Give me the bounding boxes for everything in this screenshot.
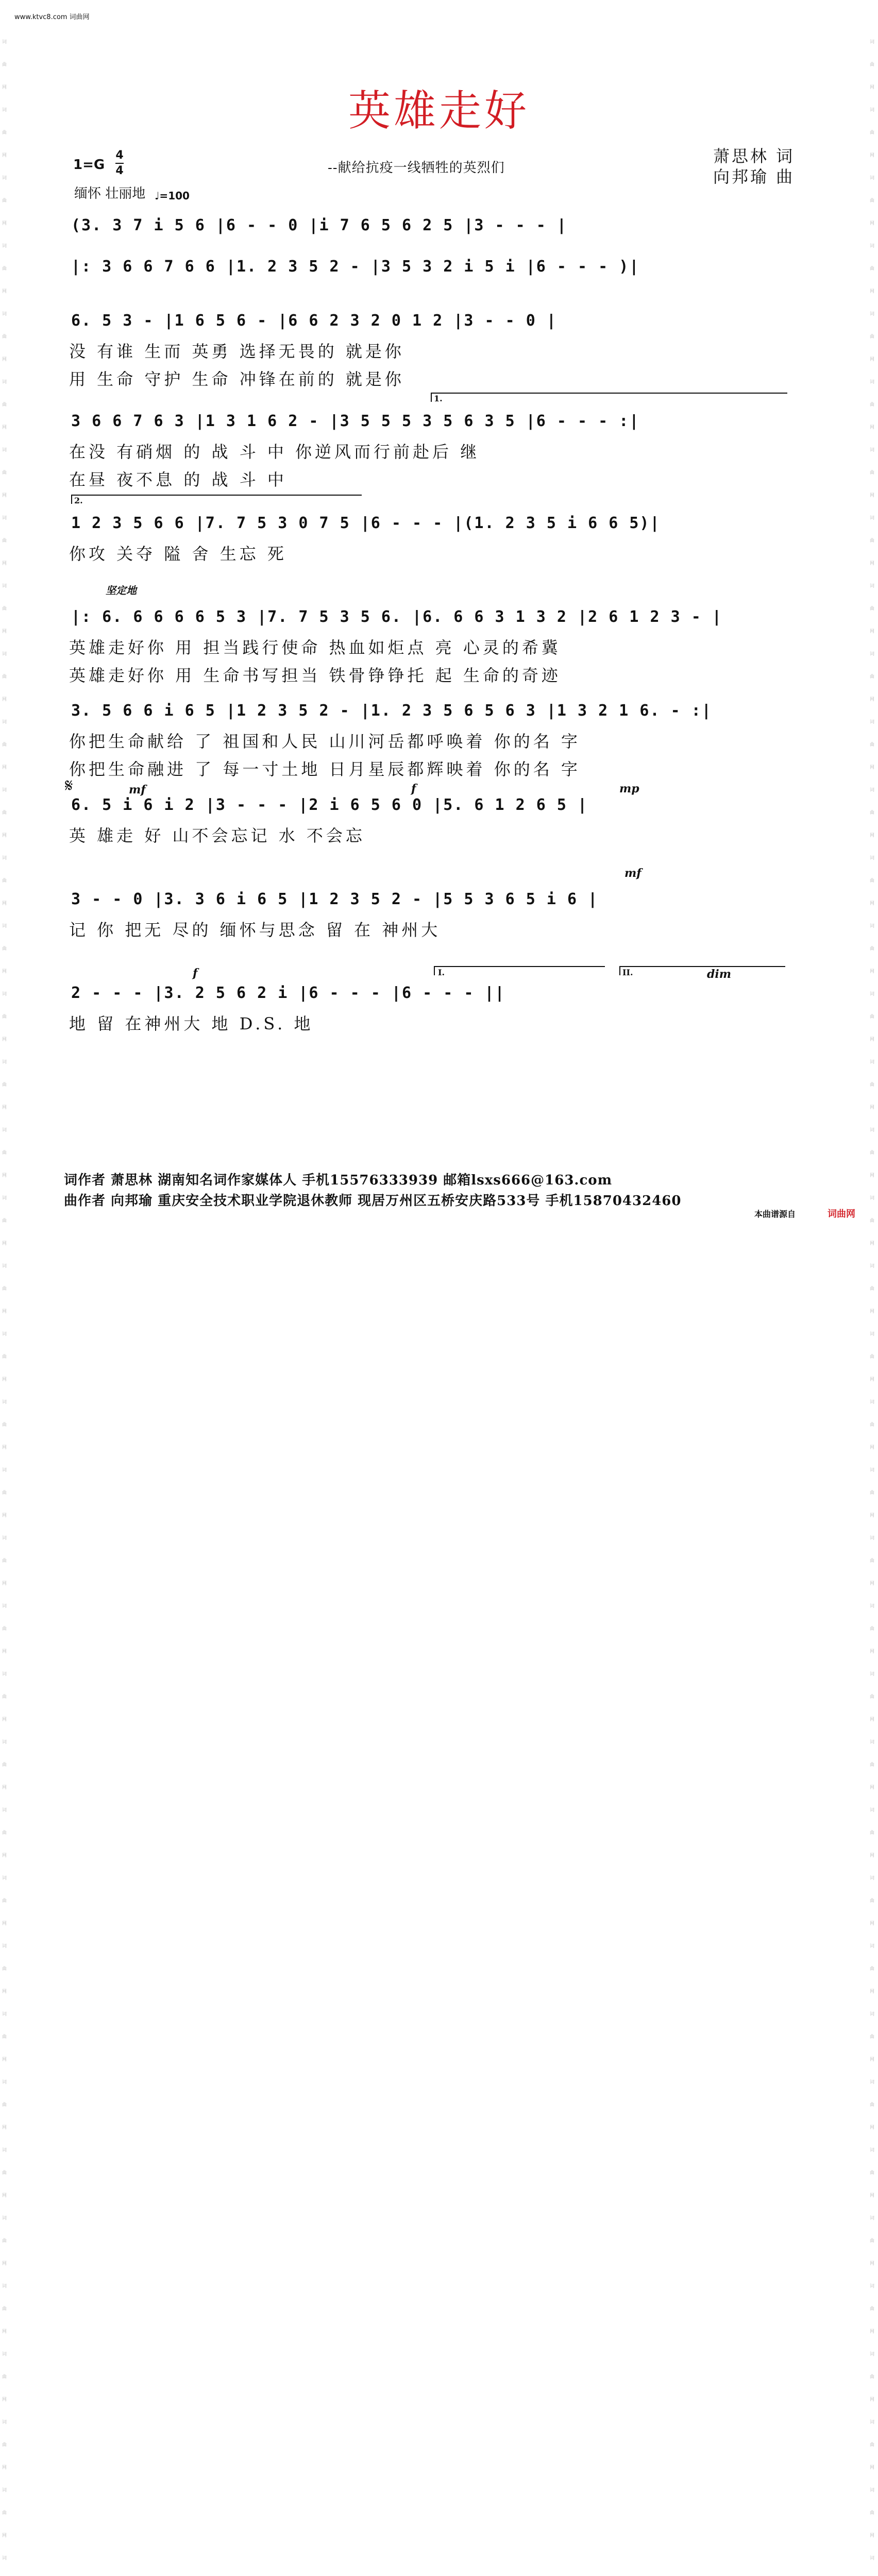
volta-label-2: 2. bbox=[74, 496, 83, 505]
ending-bracket-1 bbox=[434, 966, 605, 975]
lyric-line: 英雄走好你 用 生命书写担当 铁骨铮铮托 起 生命的奇迹 bbox=[69, 666, 561, 685]
lyric-line: 没 有谁 生而 英勇 选择无畏的 就是你 bbox=[69, 342, 404, 361]
lyric-line: 地 留 在神州大 地 D.S. 地 bbox=[69, 1014, 314, 1033]
side-watermark-right: 词曲网词曲网词曲网词曲网词曲网词曲网词曲网词曲网词曲网词曲网词曲网词曲网词曲网词曲网词曲网词曲网词曲网词曲网词曲网词曲网词曲网词曲网词曲网词曲网词曲网词曲网词曲网词曲网词曲网词曲网词曲网词曲网词曲网词曲网词曲网词曲网词曲网词 bbox=[870, 40, 875, 2561]
tempo-text: 缅怀 壮丽地 bbox=[74, 186, 146, 201]
time-signature-top: 4 bbox=[115, 149, 124, 162]
lyric-line: 你把生命献给 了 祖国和人民 山川河岳都呼唤着 你的名 字 bbox=[69, 732, 581, 751]
lyric-line: 英 雄走 好 山不会忘记 水 不会忘 bbox=[69, 826, 365, 845]
notation-row: 1 2 3 5 6 6 |7. 7 5 3 0 7 5 |6 - - - |(1. 2 3 5 i 6 6 5)| bbox=[71, 514, 661, 532]
mark-mf-2: mf bbox=[624, 867, 641, 880]
segno-mark: 𝄋 bbox=[65, 775, 73, 796]
source-note: 本曲谱源自 bbox=[754, 1209, 796, 1219]
notation-row: 6. 5 i 6 i 2 |3 - - - |2 i 6 5 6 0 |5. 6 1 2 6 5 | bbox=[71, 796, 588, 814]
lyric-line: 记 你 把无 尽的 缅怀与思念 留 在 神州大 bbox=[69, 920, 441, 940]
notation-row: 3 6 6 7 6 3 |1 3 1 6 2 - |3 5 5 5 3 5 6 3 5 |6 - - - :| bbox=[71, 412, 640, 430]
time-signature bbox=[115, 148, 124, 178]
notation-row: 3. 5 6 6 i 6 5 |1 2 3 5 2 - |1. 2 3 5 6 5 6 3 |1 3 2 1 6. - :| bbox=[71, 702, 712, 720]
mark-firm: 坚定地 bbox=[106, 584, 137, 597]
ending-label-2: II. bbox=[622, 968, 633, 977]
lyric-line: 你攻 关夺 隘 舍 生忘 死 bbox=[69, 544, 287, 564]
notation-row: (3. 3 7 i 5 6 |6 - - 0 |i 7 6 5 6 2 5 |3 - - - | bbox=[71, 216, 567, 234]
key-signature: 1=G bbox=[73, 157, 105, 173]
source-logo[interactable]: 词曲网 bbox=[828, 1209, 855, 1219]
mark-f-2: f bbox=[193, 967, 198, 980]
notation-row: 6. 5 3 - |1 6 5 6 - |6 6 2 3 2 0 1 2 |3 - - 0 | bbox=[71, 312, 557, 330]
footer-lyricist-info: 词作者 萧思林 湖南知名词作家媒体人 手机15576333939 邮箱lsxs666@163.com bbox=[64, 1173, 613, 1188]
mark-mp: mp bbox=[619, 782, 639, 795]
mark-dim: dim bbox=[707, 968, 732, 981]
ending-bracket-2 bbox=[619, 966, 785, 975]
lyricist: 萧思林 词 bbox=[713, 146, 795, 166]
volta-bracket-2 bbox=[71, 495, 362, 504]
mark-mf-1: mf bbox=[129, 783, 146, 796]
notation-row: |: 3 6 6 7 6 6 |1. 2 3 5 2 - |3 5 3 2 i 5 i |6 - - - )| bbox=[71, 258, 640, 276]
notation-row: 3 - - 0 |3. 3 6 i 6 5 |1 2 3 5 2 - |5 5 3 6 5 i 6 | bbox=[71, 890, 599, 908]
site-header[interactable]: www.ktvc8.com 词曲网 bbox=[14, 13, 90, 21]
lyric-line: 用 生命 守护 生命 冲锋在前的 就是你 bbox=[69, 369, 404, 389]
song-title: 英雄走好 bbox=[348, 87, 530, 135]
subtitle: --献给抗疫一线牺牲的英烈们 bbox=[328, 160, 505, 176]
footer-composer-info: 曲作者 向邦瑜 重庆安全技术职业学院退休教师 现居万州区五桥安庆路533号 手机15870432460 bbox=[64, 1193, 682, 1209]
lyric-line: 在没 有硝烟 的 战 斗 中 你逆风而行前赴后 继 bbox=[69, 442, 480, 462]
notation-row: |: 6. 6 6 6 6 5 3 |7. 7 5 3 5 6. |6. 6 6 3 1 3 2 |2 6 1 2 3 - | bbox=[71, 608, 722, 626]
volta-label-1: 1. bbox=[434, 394, 443, 403]
composer: 向邦瑜 曲 bbox=[713, 167, 795, 187]
time-signature-bottom: 4 bbox=[115, 164, 124, 177]
mark-f-1: f bbox=[411, 782, 416, 795]
volta-bracket-1 bbox=[431, 393, 787, 402]
lyric-line: 英雄走好你 用 担当践行使命 热血如炬点 亮 心灵的希冀 bbox=[69, 638, 561, 657]
lyric-line: 你把生命融进 了 每一寸土地 日月星辰都辉映着 你的名 字 bbox=[69, 759, 581, 779]
side-watermark-left: 词曲网词曲网词曲网词曲网词曲网词曲网词曲网词曲网词曲网词曲网词曲网词曲网词曲网词曲网词曲网词曲网词曲网词曲网词曲网词曲网词曲网词曲网词曲网词曲网词曲网词曲网词曲网词曲网词曲网词曲网词曲网词曲网词曲网词曲网词曲网词曲网词曲网词 bbox=[2, 40, 7, 2561]
lyric-line: 在昼 夜不息 的 战 斗 中 bbox=[69, 470, 287, 489]
ending-label-1: I. bbox=[438, 968, 445, 977]
notation-row: 2 - - - |3. 2 5 6 2 i |6 - - - |6 - - - || bbox=[71, 984, 505, 1002]
tempo-bpm: ♩=100 bbox=[155, 190, 190, 202]
